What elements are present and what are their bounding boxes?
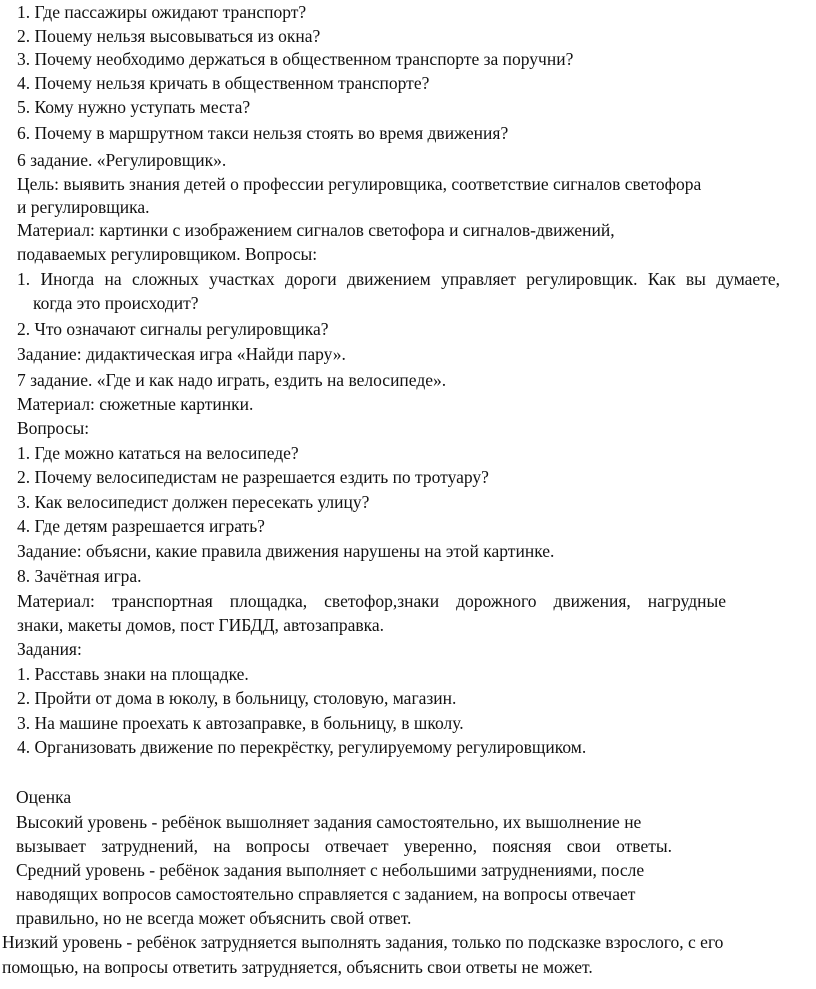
text-line: Низкий уровень - ребёнок затрудняется выполнять задания, только по подсказке взрослого, с его — [2, 932, 724, 952]
section-heading: 7 задание. «Где и как надо играть, ездить на велосипеде». — [17, 370, 447, 390]
text-line: Цель: выявить знания детей о профессии регулировщика, соответствие сигналов светофора — [17, 174, 702, 194]
text-line: Задания: — [17, 639, 82, 659]
text-line: 1. Где пассажиры ожидают транспорт? — [17, 2, 307, 22]
text-line: 2. Почему велосипедистам не разрешается ездить по тротуару? — [17, 467, 489, 487]
text-line: Задание: объясни, какие правила движения нарушены на этой картинке. — [17, 541, 555, 561]
text-line: Материал: картинки с изображением сигналов светофора и сигналов-движений, — [17, 220, 615, 240]
text-line: когда это происходит? — [33, 293, 199, 313]
text-line: помощью, на вопросы ответить затрудняется, объяснить свои ответы не может. — [2, 957, 593, 977]
text-line: 4. Почему нельзя кричать в общественном транспорте? — [17, 73, 430, 93]
text-line: Средний уровень - ребёнок задания выполняет с небольшими затруднениями, после — [16, 860, 645, 880]
text-line: наводящих вопросов самостоятельно справляется с заданием, на вопросы отвечает — [16, 884, 636, 904]
text-line: 4. Где детям разрешается играть? — [17, 516, 265, 536]
text-line: правильно, но не всегда может объяснить свой ответ. — [16, 908, 412, 928]
text-line: 1. Иногда на сложных участках дороги движением управляет регулировщик. Как вы думаете, — [17, 269, 780, 289]
text-line: 3. На машине проехать к автозаправке, в больницу, в школу. — [17, 713, 464, 733]
text-line: 6. Почему в маршрутном такси нельзя стоять во время движения? — [17, 123, 509, 143]
text-line: Задание: дидактическая игра «Найди пару». — [17, 344, 346, 364]
text-line: 3. Как велосипедист должен пересекать улицу? — [17, 492, 370, 512]
text-line: 1. Где можно кататься на велосипеде? — [17, 443, 299, 463]
text-line: 5. Кому нужно уступать места? — [17, 97, 251, 117]
text-line: 2. Что означают сигналы регулировщика? — [17, 319, 329, 339]
text-line: Материал: сюжетные картинки. — [17, 394, 254, 414]
text-line: Материал: транспортная площадка, светофор,знаки дорожного движения, нагрудные — [17, 591, 726, 611]
text-line: и регулировщика. — [17, 197, 150, 217]
text-line: Высокий уровень - ребёнок вышолняет задания самостоятельно, их вышолнение не — [16, 812, 642, 832]
text-line: Вопросы: — [17, 418, 90, 438]
section-heading: Оценка — [16, 787, 72, 807]
section-heading: 6 задание. «Регулировщик». — [17, 150, 227, 170]
text-line: 4. Организовать движение по перекрёстку, регулируемому регулировщиком. — [17, 737, 587, 757]
text-line: 3. Почему необходимо держаться в общественном транспорте за поручни? — [17, 49, 574, 69]
text-line: знаки, макеты домов, пост ГИБДД, автозаправка. — [17, 615, 384, 635]
section-heading: 8. Зачётная игра. — [17, 566, 142, 586]
text-line: 2. Поuему нельзя высовываться из окна? — [17, 26, 321, 46]
text-line: вызывает затруднений, на вопросы отвечает уверенно, поясняя свои ответы. — [16, 836, 672, 856]
text-line: подаваемых регулировщиком. Вопросы: — [17, 244, 318, 264]
text-line: 1. Расставь знаки на площадке. — [17, 664, 249, 684]
text-line: 2. Пройти от дома в юколу, в больницу, столовую, магазин. — [17, 688, 457, 708]
